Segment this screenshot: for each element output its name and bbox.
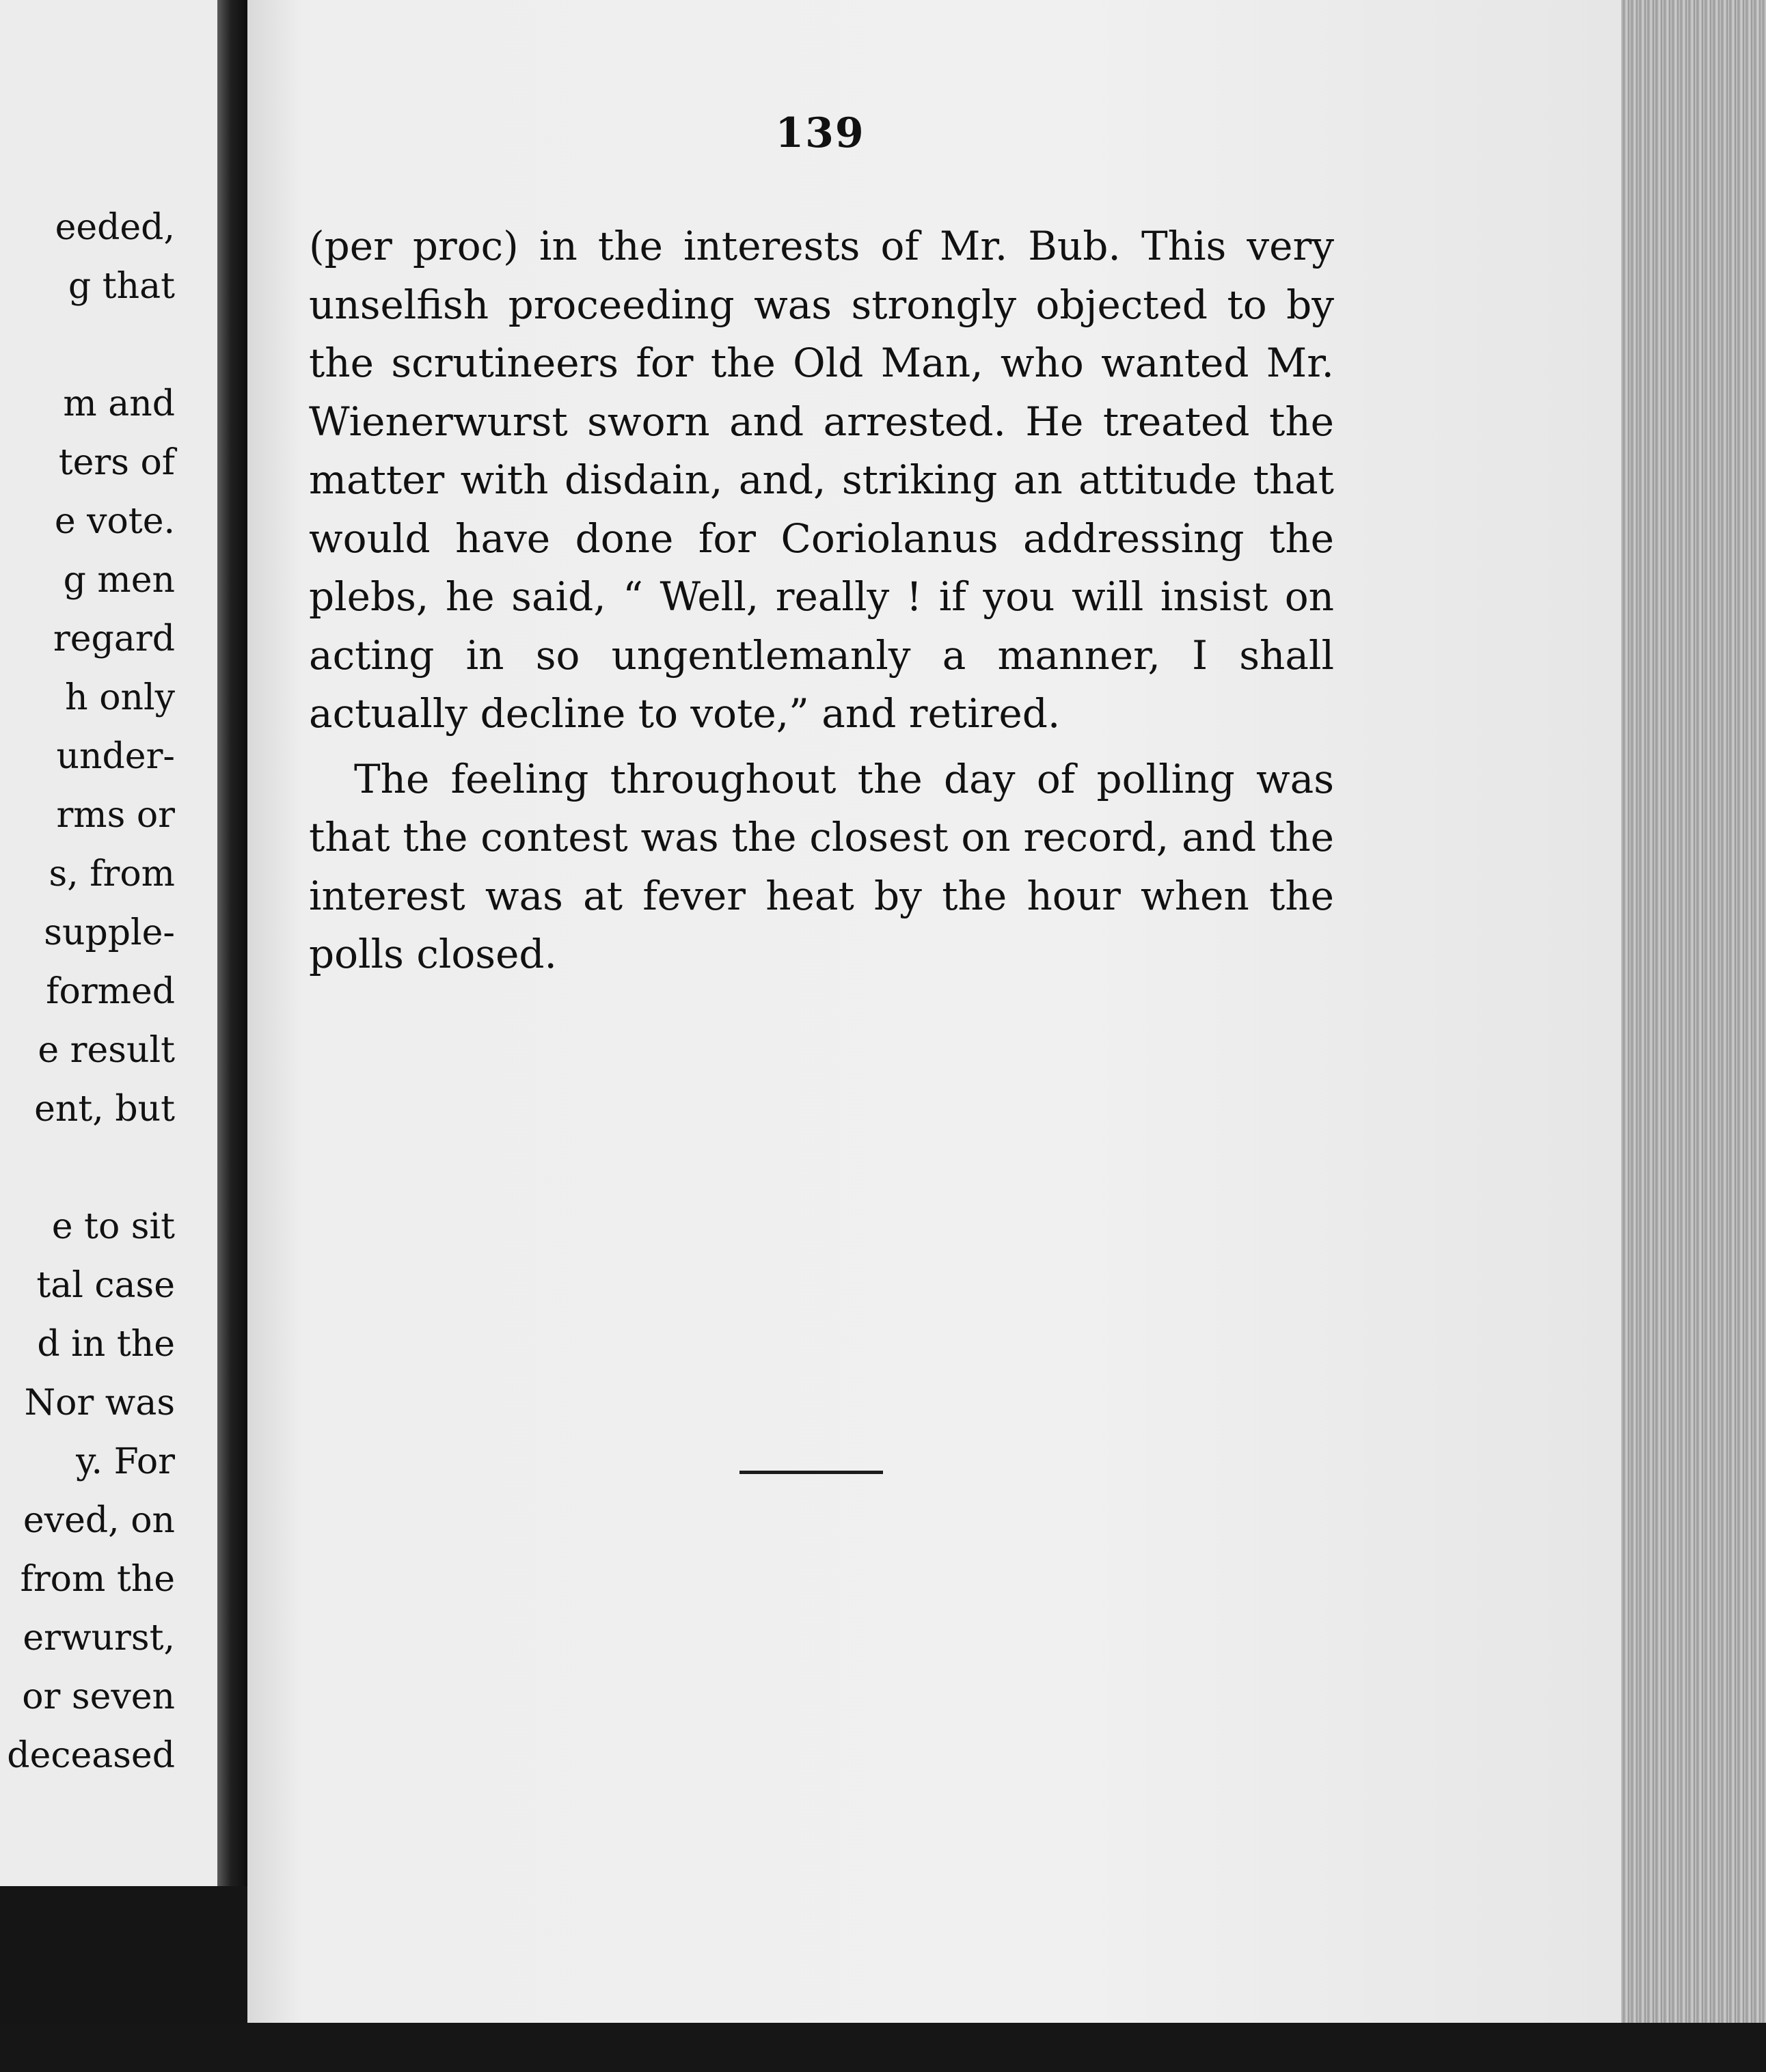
paragraph: (per proc) in the interests of Mr. Bub. This very unselfish proceeding was strongly objected to by the scrutineers for the Old Man, who wanted Mr. Wienerwurst sworn and arrested. He treated the matter with disdain, and, striking an attitude that would have done for Coriolanus addressing the plebs, he said, “ Well, really ! if you will insist on acting in so ungentlemanly a manner, I shall actually decline to vote,” and retired. [309,223,1334,737]
facing-line: supple- [44,912,175,953]
book-gutter [217,0,247,1886]
facing-line: g men [63,560,175,601]
facing-line: erwurst, [23,1618,175,1659]
facing-line: ters of [58,442,175,483]
facing-line: ent, but [34,1089,175,1130]
paragraph: The feeling throughout the day of polling was that the contest was the closest on record, and the interest was at fever heat by the hour when the polls closed. [309,755,1334,977]
facing-line: eeded, [55,207,175,248]
facing-line: s, from [49,854,175,895]
page-number: 139 [775,109,865,157]
page-edges [1621,0,1766,2023]
facing-line: e vote. [54,501,175,542]
facing-line: rms or [56,795,175,836]
facing-page-text [7,198,175,1785]
facing-line: tal case [36,1265,175,1306]
page-body [309,217,1334,984]
facing-line: deceased [7,1735,175,1776]
facing-line-gap [7,316,175,374]
facing-line: formed [46,971,175,1012]
facing-line: Nor was [24,1382,175,1423]
facing-line: m and [63,383,175,424]
facing-page [0,0,217,1886]
facing-line: e result [38,1030,175,1071]
scan-bottom-border [0,2023,1766,2072]
facing-line-gap [7,1139,175,1197]
facing-line: regard [53,618,175,659]
facing-line: under- [56,736,175,777]
facing-line: h only [65,677,175,718]
facing-line: y. For [76,1441,175,1482]
facing-line: g that [68,266,175,307]
facing-line: from the [20,1559,175,1600]
facing-line: e to sit [51,1206,175,1247]
facing-line: or seven [22,1676,175,1717]
facing-line: d in the [37,1324,175,1365]
facing-line: eved, on [23,1500,175,1541]
section-end-rule [739,1471,883,1474]
